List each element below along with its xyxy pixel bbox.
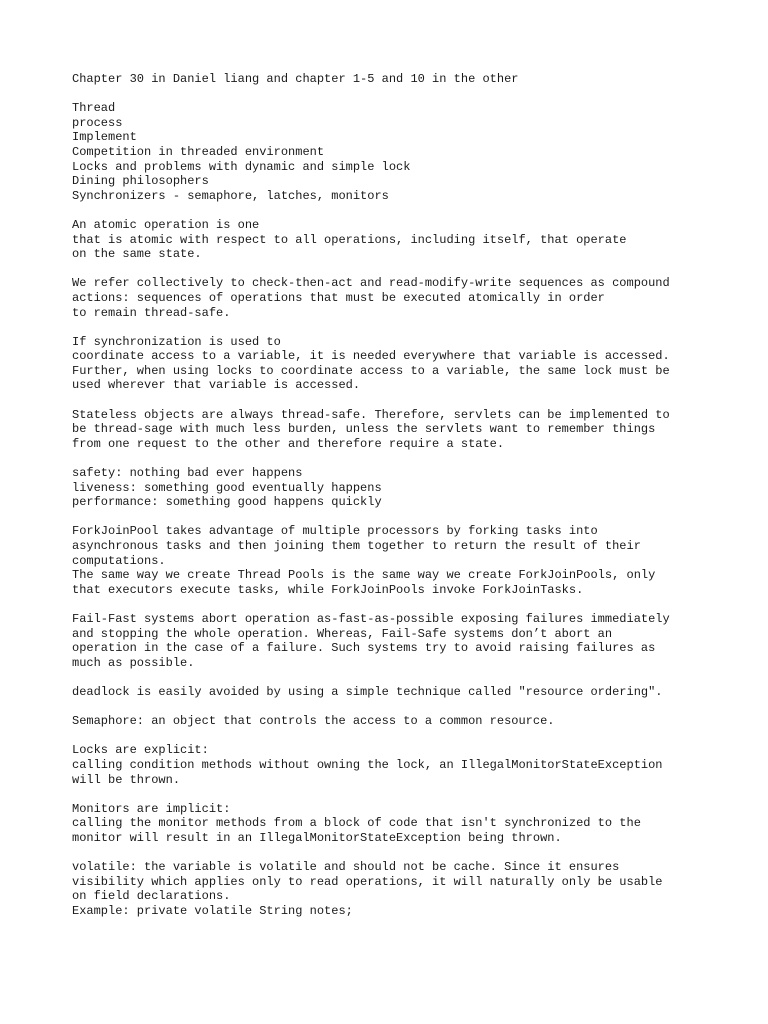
text-line: Competition in threaded environment: [72, 144, 325, 159]
text-line: An atomic operation is one: [72, 217, 260, 232]
text-line: If synchronization is used to: [72, 334, 281, 349]
text-line: Fail-Fast systems abort operation as-fast-as-possible exposing failures immediately: [72, 611, 670, 626]
text-line: Dining philosophers: [72, 174, 209, 189]
text-line: actions: sequences of operations that must be executed atomically in order: [72, 290, 605, 305]
text-line: asynchronous tasks and then joining them together to return the result of their: [72, 539, 641, 553]
text-line: computations.: [72, 553, 166, 568]
text-line: that executors execute tasks, while ForkJoinPools invoke ForkJoinTasks.: [72, 582, 584, 597]
paragraph: [72, 714, 712, 729]
paragraph: [72, 685, 712, 700]
text-line: and stopping the whole operation. Whereas, Fail-Safe systems don’t abort an: [72, 626, 613, 641]
text-line: Chapter 30 in Daniel liang and chapter 1-5 and 10 in the other: [72, 72, 519, 86]
text-line: process: [72, 115, 123, 130]
text-line: Thread: [72, 101, 116, 116]
text-line: that is atomic with respect to all operations, including itself, that operate: [72, 232, 627, 247]
text-line: Further, when using locks to coordinate access to a variable, the same lock must be: [72, 363, 670, 378]
text-line: Locks and problems with dynamic and simple lock: [72, 159, 411, 174]
text-line: Synchronizers - semaphore, latches, monitors: [72, 188, 389, 203]
text-line: We refer collectively to check-then-act and read-modify-write sequences as compound: [72, 276, 670, 291]
paragraph: [72, 743, 712, 787]
text-line: be thread-sage with much less burden, unless the servlets want to remember things: [72, 422, 656, 437]
paragraph: [72, 524, 712, 597]
paragraph: [72, 466, 712, 510]
text-line: visibility which applies only to read operations, it will naturally only be usable: [72, 874, 663, 889]
paragraph: [72, 802, 712, 846]
paragraph: [72, 276, 712, 320]
text-line: deadlock is easily avoided by using a simple technique called "resource ordering".: [72, 684, 663, 699]
text-line: Monitors are implicit:: [72, 801, 231, 816]
text-line: to remain thread-safe.: [72, 305, 231, 320]
text-line: The same way we create Thread Pools is the same way we create ForkJoinPools, only: [72, 568, 656, 583]
document-body: [72, 72, 712, 933]
text-line: will be thrown.: [72, 772, 181, 787]
text-line: coordinate access to a variable, it is needed everywhere that variable is accessed.: [72, 349, 670, 364]
paragraph: [72, 860, 712, 918]
text-line: calling condition methods without owning the lock, an IllegalMonitorStateException: [72, 757, 663, 772]
paragraph: [72, 612, 712, 670]
text-line: liveness: something good eventually happens: [72, 480, 382, 495]
text-line: much as possible.: [72, 655, 195, 670]
text-line: Implement: [72, 130, 137, 145]
text-line: used wherever that variable is accessed.: [72, 378, 361, 393]
text-line: Locks are explicit:: [72, 743, 209, 758]
text-line: calling the monitor methods from a block of code that isn't synchronized to the: [72, 816, 641, 831]
text-line: Example: private volatile String notes;: [72, 903, 353, 918]
text-line: monitor will result in an IllegalMonitorStateException being thrown.: [72, 830, 562, 845]
text-line: Semaphore: an object that controls the access to a common resource.: [72, 714, 555, 729]
text-line: on the same state.: [72, 247, 202, 262]
text-line: ForkJoinPool takes advantage of multiple processors by forking tasks into: [72, 524, 598, 539]
text-line: Stateless objects are always thread-safe. Therefore, servlets can be implemented to: [72, 407, 670, 422]
text-line: on field declarations.: [72, 889, 231, 904]
text-line: operation in the case of a failure. Such systems try to avoid raising failures as: [72, 641, 656, 656]
paragraph: [72, 218, 712, 262]
paragraph: [72, 408, 712, 452]
text-line: performance: something good happens quickly: [72, 495, 382, 510]
paragraph: [72, 335, 712, 393]
text-line: from one request to the other and therefore require a state.: [72, 436, 505, 451]
paragraph: [72, 101, 712, 203]
paragraph: [72, 72, 712, 87]
text-line: safety: nothing bad ever happens: [72, 466, 303, 481]
text-line: volatile: the variable is volatile and should not be cache. Since it ensures: [72, 860, 620, 875]
